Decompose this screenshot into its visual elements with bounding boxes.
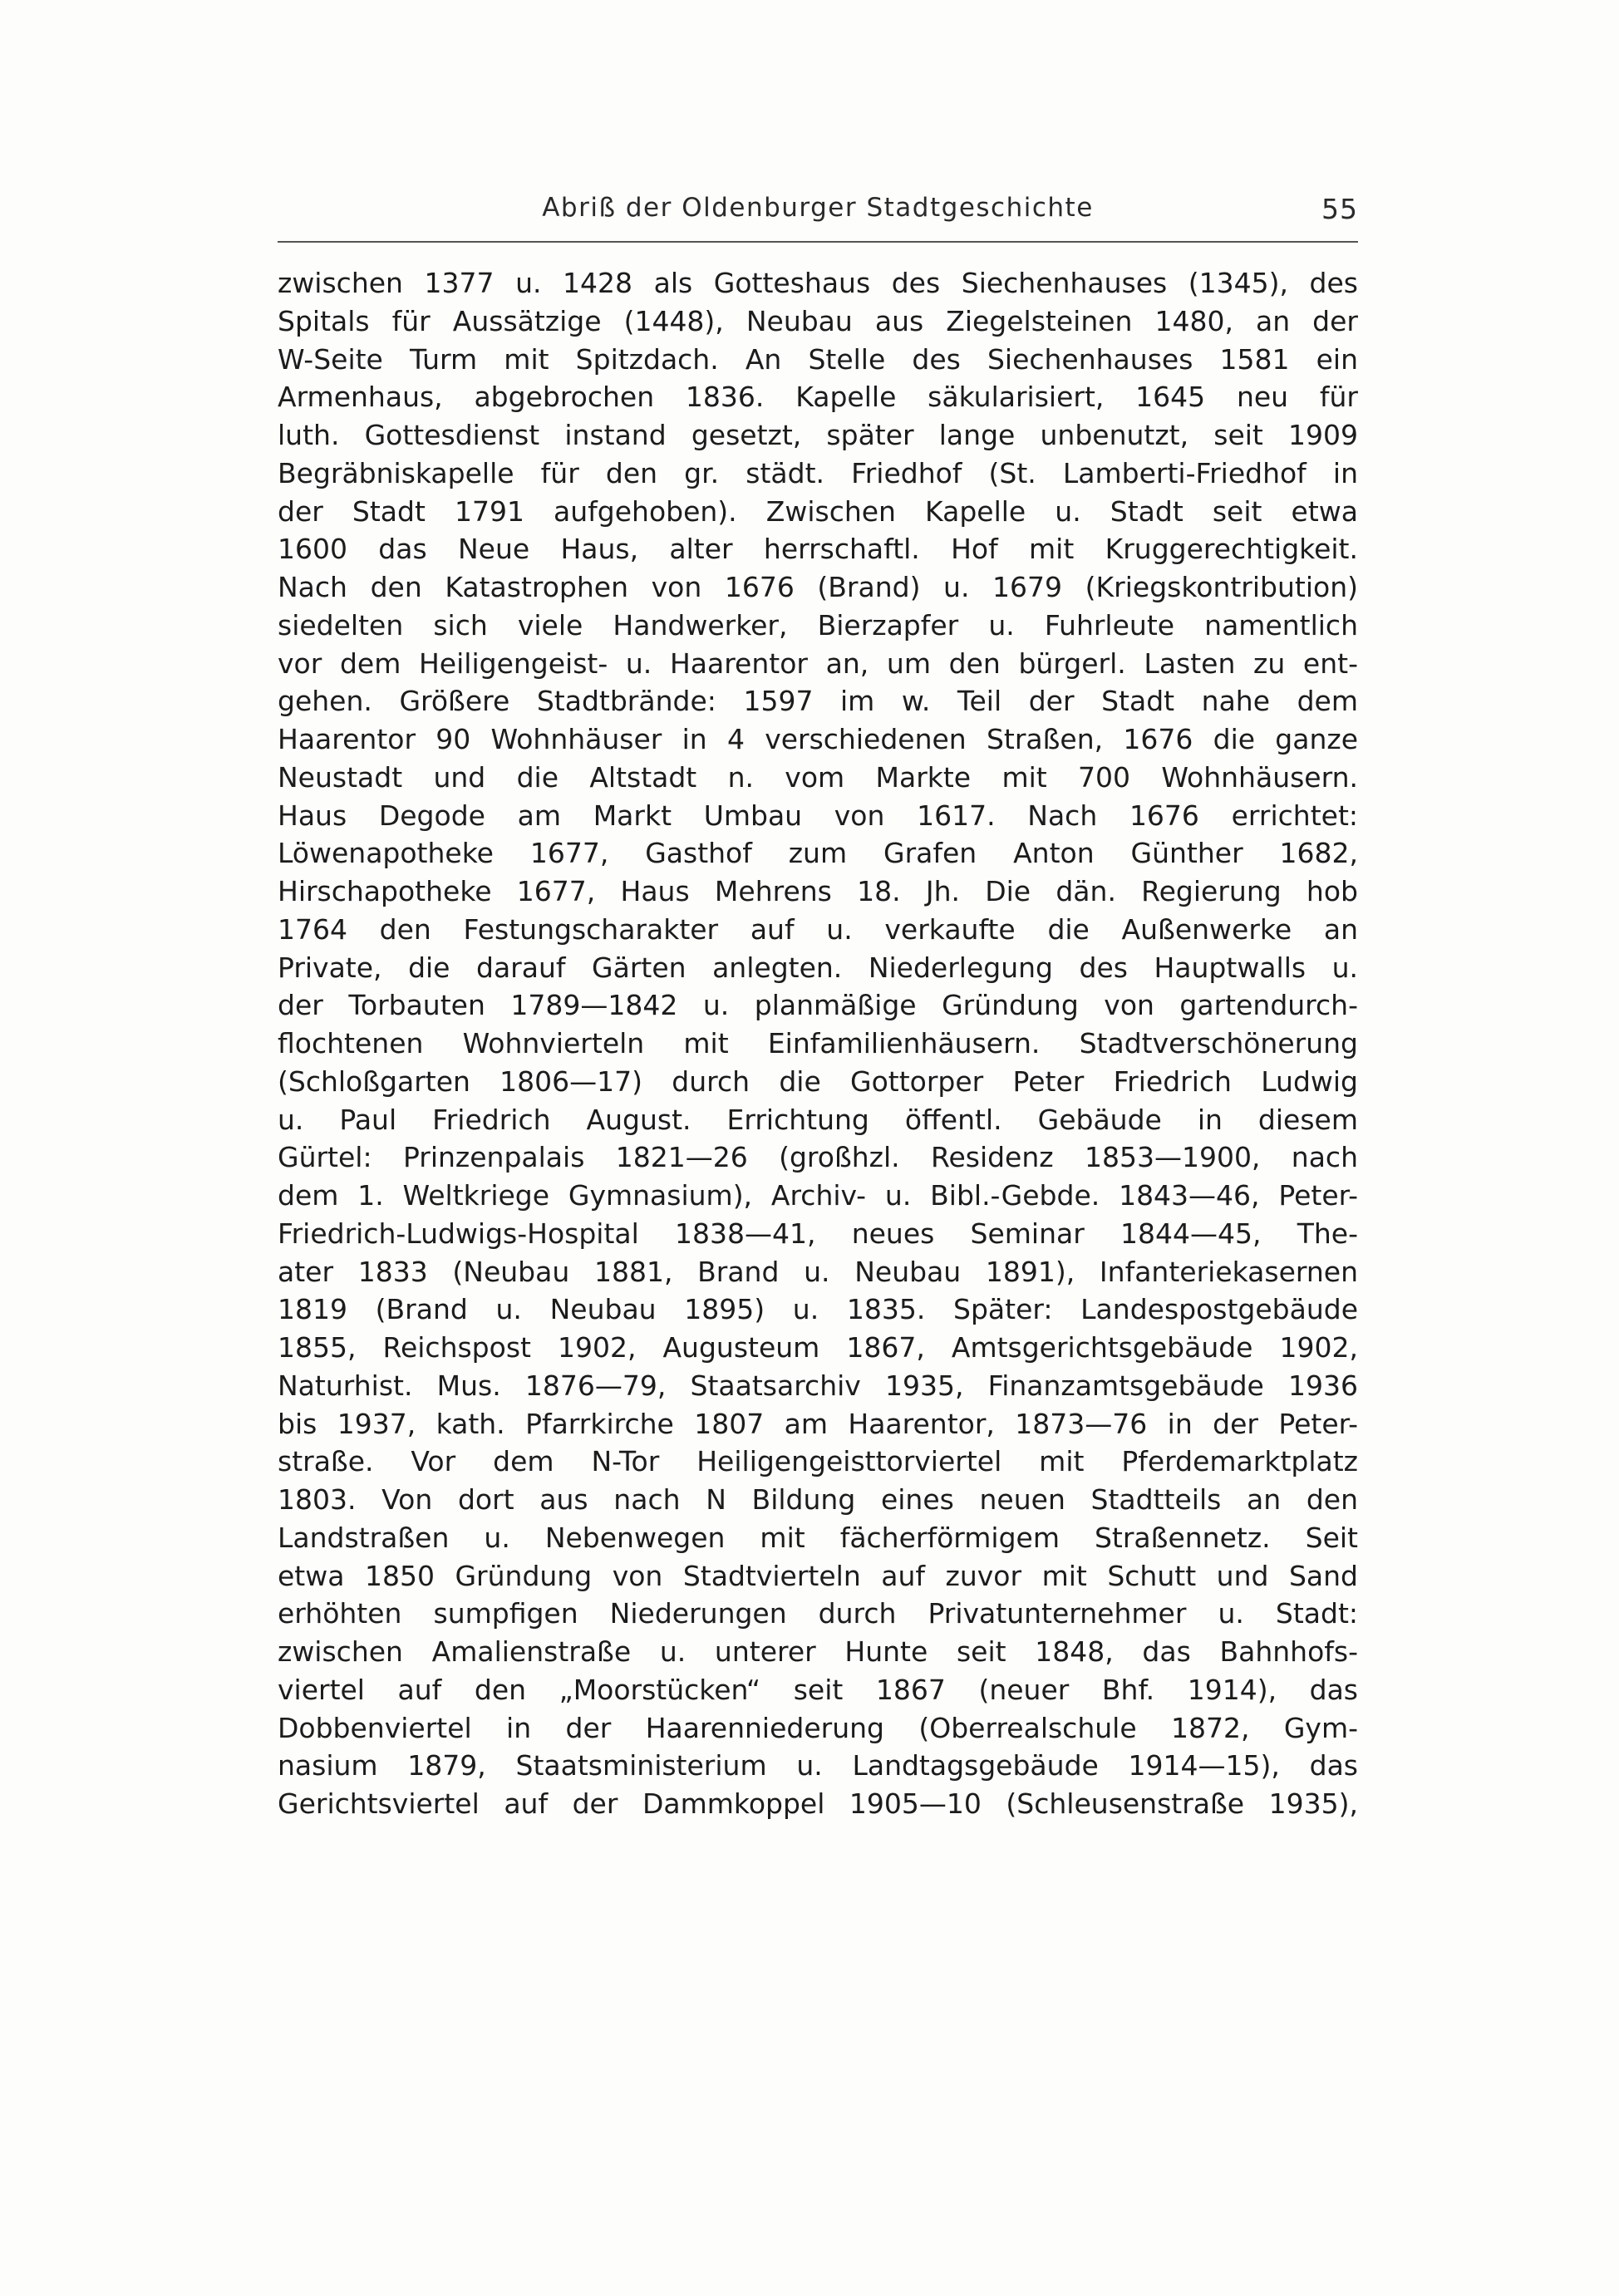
text-line: vor dem Heiligengeist- u. Haarentor an, um den bürgerl. Lasten zu ent- xyxy=(278,647,1358,680)
text-line: 1819 (Brand u. Neubau 1895) u. 1835. Später: Landespostgebäude xyxy=(278,1293,1358,1326)
text-line: 1600 das Neue Haus, alter herrschaftl. Hof mit Kruggerechtigkeit. xyxy=(278,533,1358,566)
text-line: zwischen Amalienstraße u. unterer Hunte seit 1848, das Bahnhofs- xyxy=(278,1635,1358,1668)
text-line: Haarentor 90 Wohnhäuser in 4 verschiedenen Straßen, 1676 die ganze xyxy=(278,723,1358,755)
text-line: bis 1937, kath. Pfarrkirche 1807 am Haarentor, 1873—76 in der Peter- xyxy=(278,1407,1358,1440)
text-line: Friedrich-Ludwigs-Hospital 1838—41, neues Seminar 1844—45, The- xyxy=(278,1217,1358,1250)
text-line: Gürtel: Prinzenpalais 1821—26 (großhzl. Residenz 1853—1900, nach xyxy=(278,1141,1358,1174)
text-line: 1764 den Festungscharakter auf u. verkaufte die Außenwerke an xyxy=(278,912,1358,946)
text-line: dem 1. Weltkriege Gymnasium), Archiv- u. Bibl.-Gebde. 1843—46, Peter- xyxy=(278,1179,1358,1212)
text-line: Neustadt und die Altstadt n. vom Markte mit 700 Wohnhäusern. xyxy=(278,760,1358,794)
text-line: gehen. Größere Stadtbrände: 1597 im w. Teil der Stadt nahe dem xyxy=(278,685,1358,718)
page-number: 55 xyxy=(1321,193,1358,225)
text-line: flochtenen Wohnvierteln mit Einfamilienhäusern. Stadtverschönerung xyxy=(278,1027,1358,1060)
text-line: Naturhist. Mus. 1876—79, Staatsarchiv 1935, Finanzamtsgebäude 1936 xyxy=(278,1369,1358,1402)
text-line: etwa 1850 Gründung von Stadtvierteln auf zuvor mit Schutt und Sand xyxy=(278,1559,1358,1592)
text-line: Spitals für Aussätzige (1448), Neubau aus Ziegelsteinen 1480, an der xyxy=(278,304,1358,337)
text-line: viertel auf den „Moorstücken“ seit 1867 (neuer Bhf. 1914), das xyxy=(278,1673,1358,1706)
text-line: siedelten sich viele Handwerker, Bierzapfer u. Fuhrleute namentlich xyxy=(278,608,1358,642)
text-line: Private, die darauf Gärten anlegten. Niederlegung des Hauptwalls u. xyxy=(278,951,1358,984)
header-rule xyxy=(278,241,1358,243)
text-line: ater 1833 (Neubau 1881, Brand u. Neubau 1891), Infanteriekasernen xyxy=(278,1255,1358,1288)
running-title: Abriß der Oldenburger Stadtgeschichte xyxy=(542,193,1094,223)
text-line: Nach den Katastrophen von 1676 (Brand) u. 1679 (Kriegskontribution) xyxy=(278,571,1358,603)
text-line: erhöhten sumpfigen Niederungen durch Privatunternehmer u. Stadt: xyxy=(278,1597,1358,1630)
text-line: Dobbenviertel in der Haarenniederung (Oberrealschule 1872, Gym- xyxy=(278,1711,1358,1744)
text-line: Löwenapotheke 1677, Gasthof zum Grafen Anton Günther 1682, xyxy=(278,837,1358,870)
body-text xyxy=(278,264,1358,1823)
text-line: Armenhaus, abgebrochen 1836. Kapelle säkularisiert, 1645 neu für xyxy=(278,381,1358,414)
text-line: nasium 1879, Staatsministerium u. Landtagsgebäude 1914—15), das xyxy=(278,1749,1358,1782)
text-line: Landstraßen u. Nebenwegen mit fächerförmigem Straßennetz. Seit xyxy=(278,1521,1358,1554)
text-line: der Torbauten 1789—1842 u. planmäßige Gründung von gartendurch- xyxy=(278,989,1358,1022)
text-line: 1855, Reichspost 1902, Augusteum 1867, Amtsgerichtsgebäude 1902, xyxy=(278,1331,1358,1364)
text-line: straße. Vor dem N-Tor Heiligengeisttorviertel mit Pferdemarktplatz xyxy=(278,1445,1358,1478)
text-line: Begräbniskapelle für den gr. städt. Friedhof (St. Lamberti-Friedhof in xyxy=(278,456,1358,489)
text-line: luth. Gottesdienst instand gesetzt, später lange unbenutzt, seit 1909 xyxy=(278,419,1358,451)
text-line: W-Seite Turm mit Spitzdach. An Stelle des Siechenhauses 1581 ein xyxy=(278,342,1358,376)
text-line: der Stadt 1791 aufgehoben). Zwischen Kapelle u. Stadt seit etwa xyxy=(278,494,1358,528)
text-line: Gerichtsviertel auf der Dammkoppel 1905—10 (Schleusenstraße 1935), xyxy=(278,1787,1358,1820)
text-line: u. Paul Friedrich August. Errichtung öffentl. Gebäude in diesem xyxy=(278,1103,1358,1136)
text-line: (Schloßgarten 1806—17) durch die Gottorper Peter Friedrich Ludwig xyxy=(278,1064,1358,1098)
text-line: zwischen 1377 u. 1428 als Gotteshaus des Siechenhauses (1345), des xyxy=(278,267,1358,299)
running-head xyxy=(278,193,1358,236)
text-line: 1803. Von dort aus nach N Bildung eines neuen Stadtteils an den xyxy=(278,1483,1358,1516)
text-line: Haus Degode am Markt Umbau von 1617. Nach 1676 errichtet: xyxy=(278,799,1358,832)
text-line: Hirschapotheke 1677, Haus Mehrens 18. Jh. Die dän. Regierung hob xyxy=(278,875,1358,907)
